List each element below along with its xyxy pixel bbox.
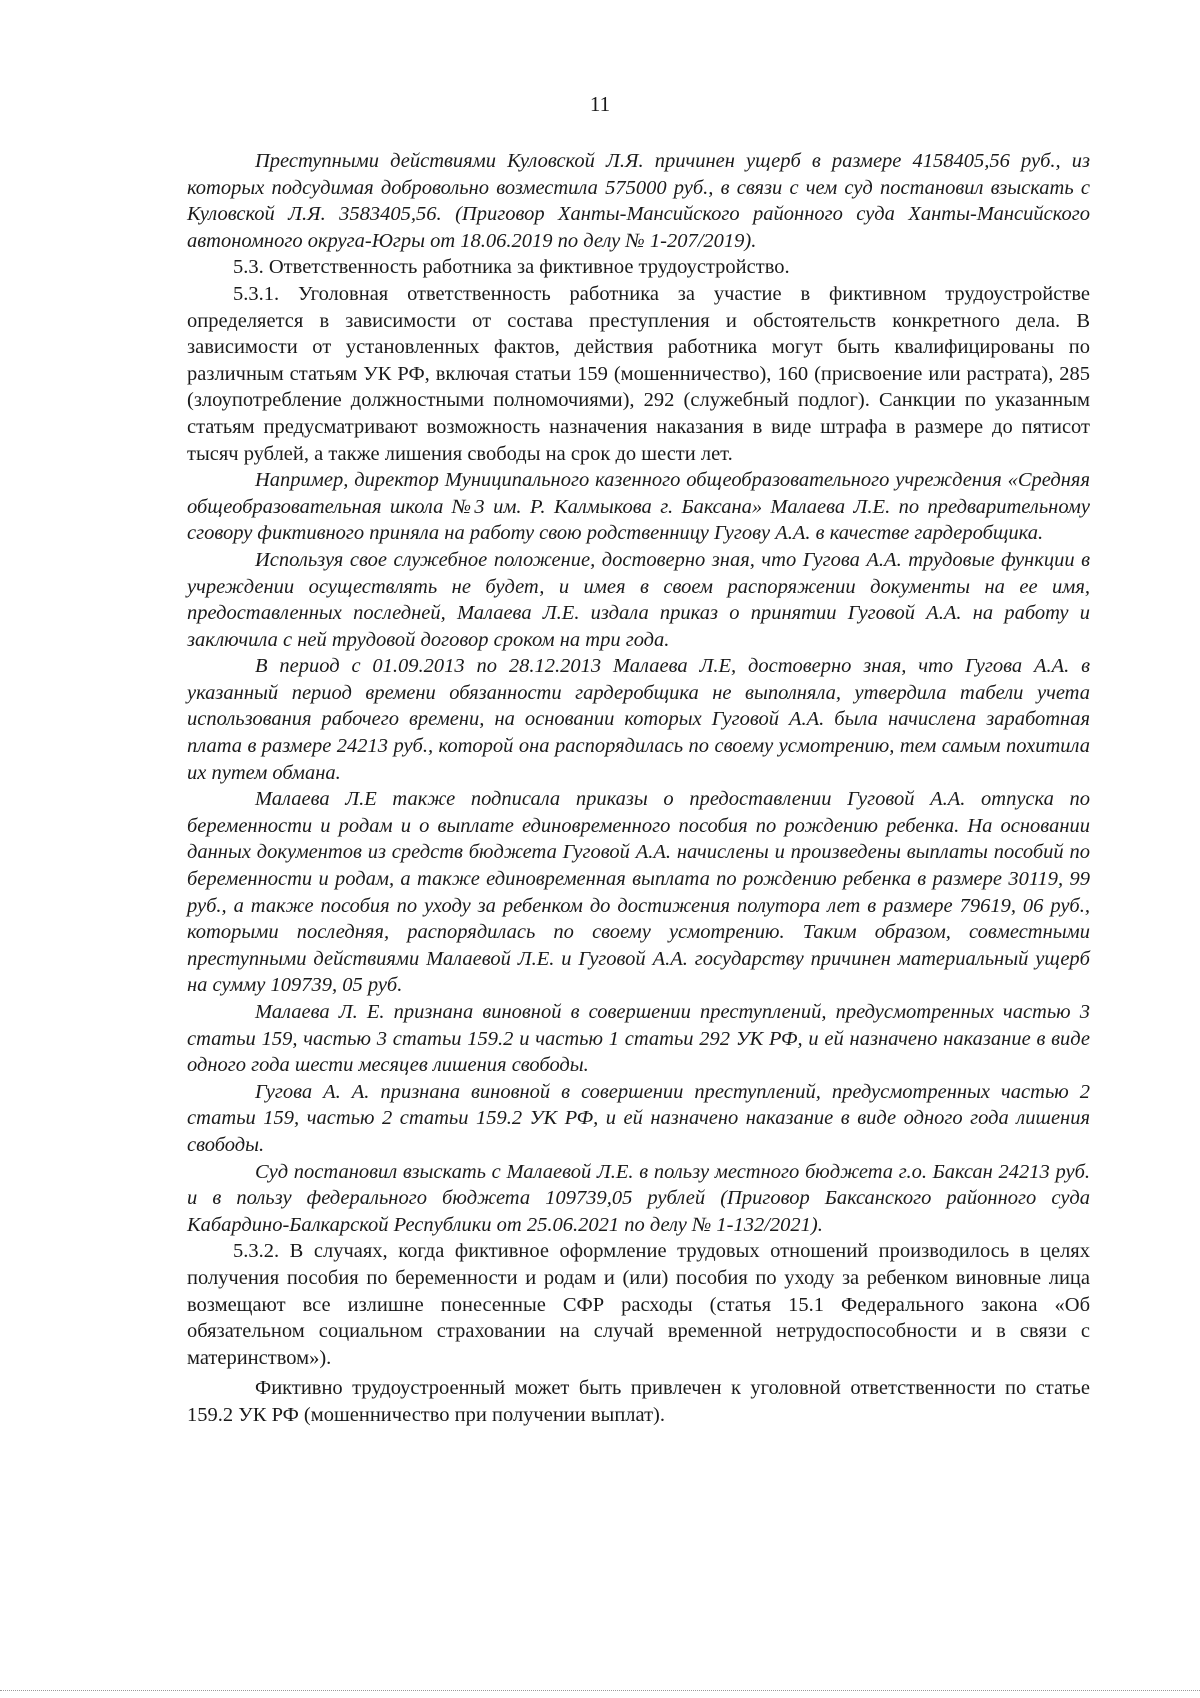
section-heading-5-3: 5.3. Ответственность работника за фиктивное трудоустройство.	[233, 256, 790, 279]
paragraph-fictitious-employee: Фиктивно трудоустроенный может быть привлечен к уголовной ответственности по статье 159.2 УК РФ (мошенничество при получении выплат).	[187, 1377, 1090, 1426]
page-number: 11	[589, 92, 611, 116]
paragraph-malaeva-verdict: Малаева Л. Е. признана виновной в совершении преступлений, предусмотренных частью 3 статьи 159, частью 3 статьи 159.2 и частью 1 статьи 292 УК РФ, и ей назначено наказание в виде одного года шести месяцев лишения свободы.	[187, 1001, 1090, 1077]
paragraph-maternity-leave: Малаева Л.Е также подписала приказы о предоставлении Гуговой А.А. отпуска по беременности и родам и о выплате единовременного пособия по рождению ребенка. На основании данных документов из средств бюджета Гуговой А.А. начислены и произведены выплаты пособий по беременности и родам, а также единовременная выплата по рождению ребенка в размере 30119, 99 руб., а также пособия по уходу за ребенком до достижения полутора лет в размере 79619, 06 руб., которыми последняя, распорядилась по своему усмотрению. Таким образом, совместными преступными действиями Малаевой Л.Е. и Гуговой А.А. государству причинен материальный ущерб на сумму 109739, 05 руб.	[187, 788, 1090, 997]
paragraph-period-salary: В период с 01.09.2013 по 28.12.2013 Малаева Л.Е, достоверно зная, что Гугова А.А. в указанный период времени обязанности гардеробщика не выполняла, утвердила табели учета использования рабочего времени, на основании которых Гуговой А.А. была начислена заработная плата в размере 24213 руб., которой она распорядилась по своему усмотрению, тем самым похитила их путем обмана.	[187, 655, 1090, 784]
paragraph-example-director: Например, директор Муниципального казенного общеобразовательного учреждения «Средняя общеобразовательная школа №3 им. Р. Калмыкова г. Баксана» Малаева Л.Е. по предварительному сговору фиктивного приняла на работу свою родственницу Гугову А.А. в качестве гардеробщика.	[187, 469, 1090, 545]
paragraph-court-recovery: Суд постановил взыскать с Малаевой Л.Е. в пользу местного бюджета г.о. Баксан 24213 руб. и в пользу федерального бюджета 109739,05 рублей (Приговор Баксанского районного суда Кабардино-Балкарской Республики от 25.06.2021 по делу № 1-132/2021).	[187, 1160, 1090, 1236]
scan-edge-line	[0, 1690, 1200, 1691]
paragraph-5-3-1: 5.3.1. Уголовная ответственность работника за участие в фиктивном трудоустройстве определяется в зависимости от состава преступления и обстоятельств конкретного дела. В зависимости от установленных фактов, действия работника могут быть квалифицированы по различным статьям УК РФ, включая статьи 159 (мошенничество), 160 (присвоение или растрата), 285 (злоупотребление должностными полномочиями), 292 (служебный подлог). Санкции по указанным статьям предусматривают возможность назначения наказания в виде штрафа в размере до пятисот тысяч рублей, а также лишения свободы на срок до шести лет.	[187, 282, 1090, 465]
document-body	[187, 148, 1090, 1429]
paragraph-official-position: Используя свое служебное положение, достоверно зная, что Гугова А.А. трудовые функции в учреждении осуществлять не будет, и имея в своем распоряжении документы на ее имя, предоставленных последней, Малаева Л.Е. издала приказ о принятии Гуговой А.А. на работу и заключила с ней трудовой договор сроком на три года.	[187, 548, 1090, 651]
paragraph-5-3-2: 5.3.2. В случаях, когда фиктивное оформление трудовых отношений производилось в целях получения пособия по беременности и родам и (или) пособия по уходу за ребенком виновные лица возмещают все излишне понесенные СФР расходы (статья 15.1 Федерального закона «Об обязательном социальном страховании на случай временной нетрудоспособности и в связи с материнством»).	[187, 1240, 1090, 1369]
paragraph-gugova-verdict: Гугова А. А. признана виновной в совершении преступлений, предусмотренных частью 2 статьи 159, частью 2 статьи 159.2 УК РФ, и ей назначено наказание в виде одного года лишения свободы.	[187, 1080, 1090, 1156]
paragraph-kulovskaya-damage: Преступными действиями Куловской Л.Я. причинен ущерб в размере 4158405,56 руб., из которых подсудимая добровольно возместила 575000 руб., в связи с чем суд постановил взыскать с Куловской Л.Я. 3583405,56. (Приговор Ханты-Мансийского районного суда Ханты-Мансийского автономного округа-Югры от 18.06.2019 по делу № 1-207/2019).	[187, 150, 1090, 252]
